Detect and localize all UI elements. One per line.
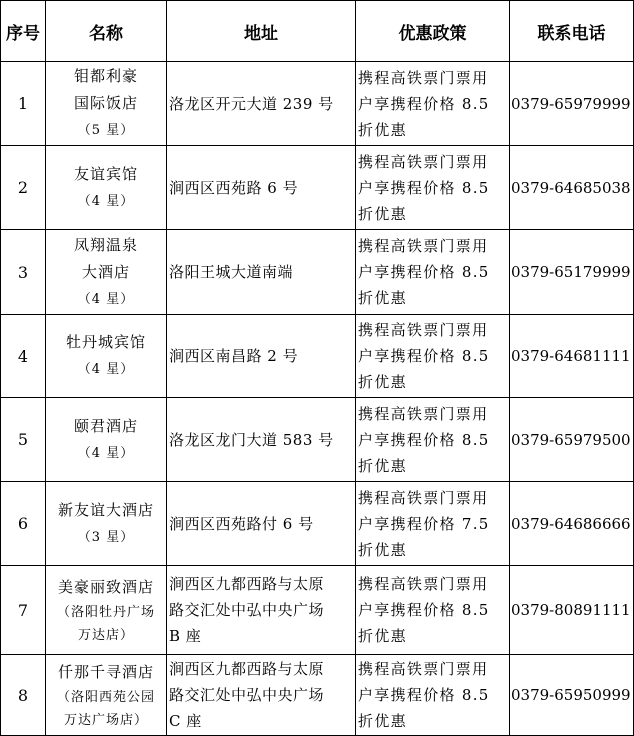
- table-row: [1, 315, 634, 398]
- header-address: 地址: [167, 1, 356, 62]
- hotel-name-cell: [46, 655, 167, 736]
- policy-line: 户享携程价格 8.5: [358, 601, 490, 619]
- policy-line: 折优惠: [358, 120, 407, 139]
- policy-line: 户享携程价格 8.5: [358, 178, 490, 197]
- hotel-star: （5 星）: [77, 123, 135, 138]
- hotel-star: （4 星）: [77, 193, 135, 209]
- hotel-address: 涧西区南昌路 2 号: [167, 315, 356, 398]
- hotel-name: 仟那千寻酒店: [57, 662, 154, 681]
- header-policy: 优惠政策: [356, 1, 510, 62]
- policy-line: 携程高铁票门票用: [358, 404, 489, 423]
- policy-cell: [356, 398, 510, 482]
- hotel-phone: 0379-65979999: [510, 62, 634, 146]
- policy-line: 户享携程价格 8.5: [358, 347, 490, 365]
- hotel-phone: 0379-65950999: [510, 655, 634, 736]
- hotel-address: 涧西区西苑路 6 号: [167, 146, 356, 230]
- hotel-name-cell: [46, 566, 167, 655]
- row-index: 6: [1, 482, 46, 566]
- hotel-branch: （洛阳牡丹广场: [56, 604, 155, 620]
- policy-cell: [356, 655, 510, 736]
- policy-line: 折优惠: [358, 289, 407, 307]
- row-index: 4: [1, 315, 46, 398]
- hotel-name: 美豪丽致酒店: [57, 577, 154, 596]
- policy-line: 户享携程价格 8.5: [358, 94, 490, 113]
- hotel-star: （4 星）: [77, 445, 135, 461]
- hotel-address: 涧西区西苑路付 6 号: [167, 482, 356, 566]
- hotel-branch: 万达店）: [77, 627, 134, 643]
- policy-line: 折优惠: [358, 204, 407, 223]
- hotel-phone: 0379-65179999: [510, 230, 634, 315]
- row-index: 1: [1, 62, 46, 146]
- hotel-address: 洛龙区龙门大道 583 号: [167, 398, 356, 482]
- row-index: 7: [1, 566, 46, 655]
- table-row: [1, 655, 634, 736]
- hotel-address: 洛阳王城大道南端: [167, 230, 356, 315]
- table-row: [1, 566, 634, 655]
- table-row: [1, 482, 634, 566]
- policy-line: 户享携程价格 8.5: [358, 430, 490, 449]
- hotel-star: （3 星）: [77, 529, 135, 545]
- policy-line: 携程高铁票门票用: [358, 321, 489, 339]
- hotel-name: 大酒店: [81, 262, 130, 281]
- address-line: C 座: [169, 712, 202, 730]
- hotel-name: 凤翔温泉: [73, 235, 138, 254]
- hotel-star: （4 星）: [77, 362, 135, 377]
- policy-line: 折优惠: [358, 540, 407, 559]
- address-line: 涧西区九都西路与太原: [169, 660, 325, 678]
- policy-line: 携程高铁票门票用: [358, 237, 489, 255]
- policy-cell: [356, 230, 510, 315]
- policy-line: 折优惠: [358, 373, 407, 391]
- hotel-name-cell: [46, 315, 167, 398]
- header-index: 序号: [1, 1, 46, 62]
- row-index: 8: [1, 655, 46, 736]
- hotel-name: 颐君酒店: [73, 416, 138, 435]
- hotel-name-cell: [46, 398, 167, 482]
- hotel-address: [167, 655, 356, 736]
- hotel-address: [167, 566, 356, 655]
- table-row: [1, 146, 634, 230]
- address-line: 路交汇处中弘中央广场: [169, 601, 325, 619]
- hotel-phone: 0379-65979500: [510, 398, 634, 482]
- policy-line: 户享携程价格 8.5: [358, 686, 490, 704]
- policy-line: 携程高铁票门票用: [358, 488, 489, 507]
- hotel-branch: 万达广场店）: [63, 712, 148, 728]
- header-phone: 联系电话: [510, 1, 634, 62]
- header-row: [1, 1, 634, 62]
- hotel-name: 新友谊大酒店: [57, 500, 154, 519]
- policy-line: 携程高铁票门票用: [358, 68, 489, 87]
- policy-cell: [356, 315, 510, 398]
- hotel-name-cell: [46, 62, 167, 146]
- hotel-branch: （洛阳西苑公园: [56, 689, 155, 705]
- policy-cell: [356, 482, 510, 566]
- row-index: 2: [1, 146, 46, 230]
- hotel-name: 牡丹城宾馆: [65, 333, 146, 351]
- policy-line: 折优惠: [358, 627, 407, 645]
- table-row: [1, 62, 634, 146]
- address-line: B 座: [169, 627, 202, 645]
- address-line: 路交汇处中弘中央广场: [169, 686, 325, 704]
- policy-line: 折优惠: [358, 456, 407, 475]
- row-index: 5: [1, 398, 46, 482]
- hotel-name-cell: [46, 230, 167, 315]
- hotel-name: 钼都利豪: [73, 67, 138, 85]
- hotel-phone: 0379-64685038: [510, 146, 634, 230]
- policy-line: 户享携程价格 7.5: [358, 514, 490, 533]
- policy-line: 携程高铁票门票用: [358, 660, 489, 678]
- row-index: 3: [1, 230, 46, 315]
- hotel-phone: 0379-64681111: [510, 315, 634, 398]
- policy-cell: [356, 566, 510, 655]
- table-row: [1, 230, 634, 315]
- hotel-phone: 0379-80891111: [510, 566, 634, 655]
- hotel-name: 国际饭店: [73, 94, 138, 112]
- hotel-name: 友谊宾馆: [73, 164, 138, 183]
- policy-cell: [356, 62, 510, 146]
- hotel-phone: 0379-64686666: [510, 482, 634, 566]
- hotel-name-cell: [46, 482, 167, 566]
- policy-line: 折优惠: [358, 712, 407, 730]
- hotel-address: 洛龙区开元大道 239 号: [167, 62, 356, 146]
- header-name: 名称: [46, 1, 167, 62]
- policy-line: 携程高铁票门票用: [358, 152, 489, 171]
- hotel-star: （4 星）: [77, 291, 135, 307]
- policy-cell: [356, 146, 510, 230]
- hotel-name-cell: [46, 146, 167, 230]
- policy-line: 携程高铁票门票用: [358, 575, 489, 593]
- table-row: [1, 398, 634, 482]
- policy-line: 户享携程价格 8.5: [358, 263, 490, 281]
- address-line: 涧西区九都西路与太原: [169, 575, 325, 593]
